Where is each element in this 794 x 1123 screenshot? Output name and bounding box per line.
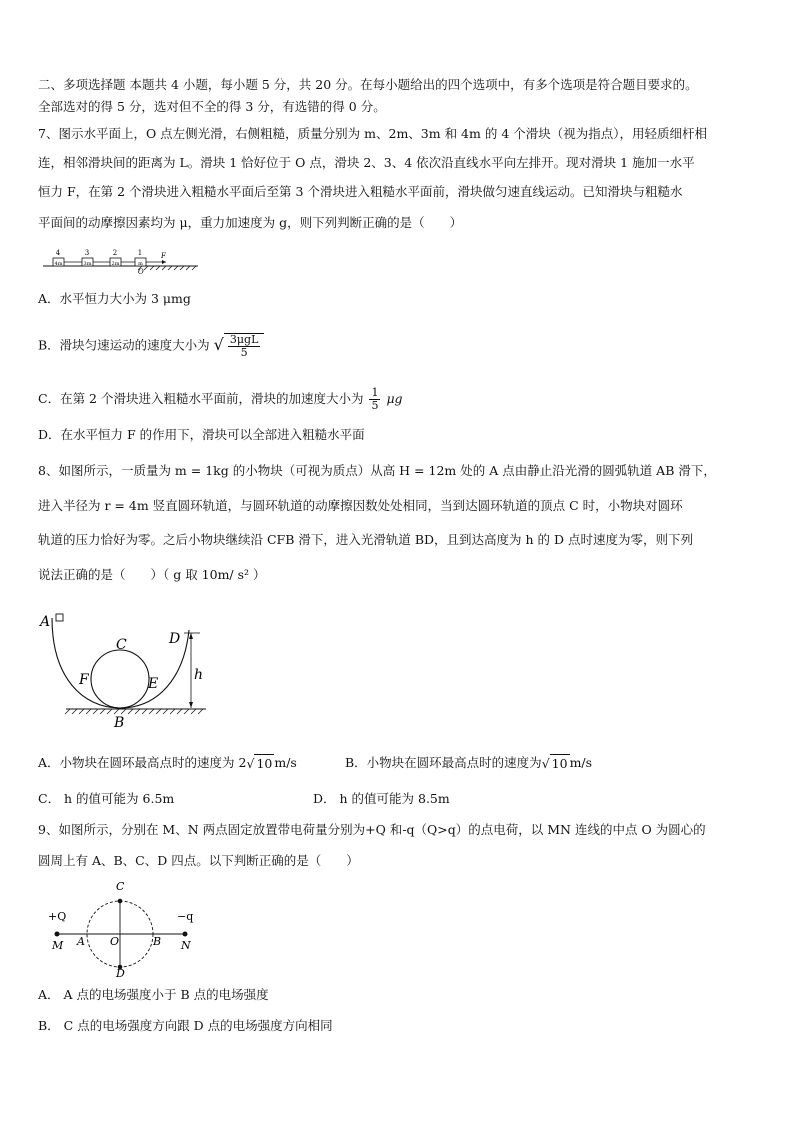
q7-stem-line-1: 7、图示水平面上，O 点左侧光滑，右侧粗糙，质量分别为 m、2m、3m 和 4m 的 4 个滑块（视为指点），用轻质细杆相: [38, 126, 707, 141]
q7-option-b-text: B．滑块匀速运动的速度大小为: [38, 337, 210, 353]
q7-option-c-suffix: μg: [386, 391, 403, 406]
q8-option-b-unit: m/s: [569, 755, 593, 770]
q7-option-c: [38, 387, 403, 412]
q8-option-b-radicand: 10: [551, 756, 568, 771]
q8-stem-line-3: 轨道的压力恰好为零。之后小物块继续沿 CFB 滑下，进入光滑轨道 BD，且到达高度为 h 的 D 点时速度为零，则下列: [38, 532, 694, 547]
q8-option-a-unit: m/s: [274, 755, 297, 770]
label-a: A: [40, 614, 51, 630]
q8-option-a-sqrt: √ 10: [246, 756, 273, 771]
q7-stem-line-3: 恒力 F，在第 2 个滑块进入粗糙水平面后至第 3 个滑块进入粗糙水平面前，滑块做匀速直线运动。已知滑块与粗糙水: [38, 184, 683, 199]
q8-option-a: [38, 754, 297, 773]
point-c-dot: [118, 899, 123, 904]
q8-stem-line-1: 8、如图所示，一质量为 m = 1kg 的小物块（可视为质点）从高 H = 12m 处的 A 点由静止沿光滑的圆弧轨道 AB 滑下，: [38, 463, 716, 478]
label-n: N: [181, 939, 191, 952]
label-c: C: [116, 637, 127, 653]
label-o: O: [110, 935, 120, 948]
q8-option-b-sqrt: √ 10: [541, 756, 568, 771]
slider-1-number: 1: [137, 249, 143, 257]
slider-2-number: 2: [112, 249, 118, 257]
vertical-loop: [91, 650, 149, 708]
small-block: [56, 614, 63, 621]
q9-option-b: B． C 点的电场强度方向跟 D 点的电场强度方向相同: [38, 1018, 333, 1033]
label-c: C: [116, 880, 125, 893]
q8-stem-line-4: 说法正确的是（ ）（ g 取 10m/ s² ）: [38, 567, 266, 582]
q9-stem-line-1: 9、如图所示，分别在 M、N 两点固定放置带电荷量分别为+Q 和-q（Q>q）的点电荷，以 MN 连线的中点 O 为圆心的: [38, 822, 706, 837]
section-header-line-1: 二、多项选择题 本题共 4 小题，每小题 5 分，共 20 分。在每小题给出的四个选项中，有多个选项是符合题目要求的。: [38, 77, 698, 92]
q7-stem-line-2: 连，相邻滑块间的距离为 L。滑块 1 恰好位于 O 点，滑块 2、3、4 依次沿直线水平向左排开。现对滑块 1 施加一水平: [38, 155, 695, 170]
q7-option-a: A．水平恒力大小为 3 μmg: [38, 291, 191, 306]
slider-4-mass: 4m: [54, 261, 63, 267]
label-minus-q: −q: [177, 910, 194, 923]
q7-stem-line-4: 平面间的动摩擦因素均为 μ，重力加速度为 g，则下列判断正确的是（ ）: [38, 215, 463, 230]
q7-sliders-figure: [38, 244, 203, 274]
q7-option-b-numerator: 3μgL: [229, 333, 259, 346]
q8-stem-line-2: 进入半径为 r = 4m 竖直圆环轨道，与圆环轨道的动摩擦因数处处相同，当到达圆环轨道的顶点 C 时，小物块对圆环: [38, 498, 683, 513]
q7-option-c-numerator: 1: [371, 386, 379, 399]
q8-option-b-text: B．小物块在圆环最高点时的速度为: [345, 755, 542, 770]
section-header-line-2: 全部选对的得 5 分，选对但不全的得 3 分，有选错的得 0 分。: [38, 99, 386, 114]
q7-option-b: [38, 333, 264, 359]
slider-1-mass: m: [138, 261, 143, 267]
label-d: D: [169, 631, 181, 647]
q7-option-b-denominator: 5: [240, 346, 248, 359]
force-label: F: [161, 252, 166, 260]
q9-stem-line-2: 圆周上有 A、B、C、D 四点。以下判断正确的是（ ）: [38, 853, 359, 868]
label-f: F: [79, 672, 89, 688]
origin-label: O: [138, 268, 144, 274]
charge-n-dot: [183, 932, 188, 937]
label-h: h: [194, 667, 204, 683]
label-d: D: [116, 967, 125, 978]
label-plus-q: +Q: [48, 910, 67, 923]
q7-option-c-text: C．在第 2 个滑块进入粗糙水平面前，滑块的加速度大小为: [38, 391, 364, 406]
label-m: M: [52, 939, 64, 952]
q8-track-figure: [38, 608, 213, 730]
q9-charges-figure: [45, 878, 205, 978]
q8-option-a-radicand: 10: [256, 756, 273, 771]
q8-option-b: [345, 754, 592, 773]
label-b: B: [114, 715, 125, 730]
q8-option-c: C． h 的值可能为 6.5m: [38, 791, 175, 806]
q8-option-a-text: A．小物块在圆环最高点时的速度为 2: [38, 755, 247, 770]
label-b: B: [153, 935, 162, 948]
q7-option-b-sqrt: √ $\frac{\text{3μgL}}{5}$: [214, 333, 265, 359]
label-e: E: [148, 676, 159, 692]
q8-option-d: D． h 的值可能为 8.5m: [313, 791, 450, 806]
q7-option-c-fraction: [369, 387, 380, 412]
charge-m-dot: [55, 932, 60, 937]
slider-2-mass: 2m: [111, 261, 120, 267]
q7-option-d: D．在水平恒力 F 的作用下，滑块可以全部进入粗糙水平面: [38, 427, 365, 442]
q7-option-c-denominator: 5: [371, 399, 379, 412]
slider-4-number: 4: [55, 249, 61, 257]
slider-3-mass: 3m: [83, 261, 92, 267]
slider-3-number: 3: [84, 249, 90, 257]
label-a: A: [77, 935, 85, 948]
q9-option-a: A． A 点的电场强度小于 B 点的电场强度: [38, 987, 269, 1002]
